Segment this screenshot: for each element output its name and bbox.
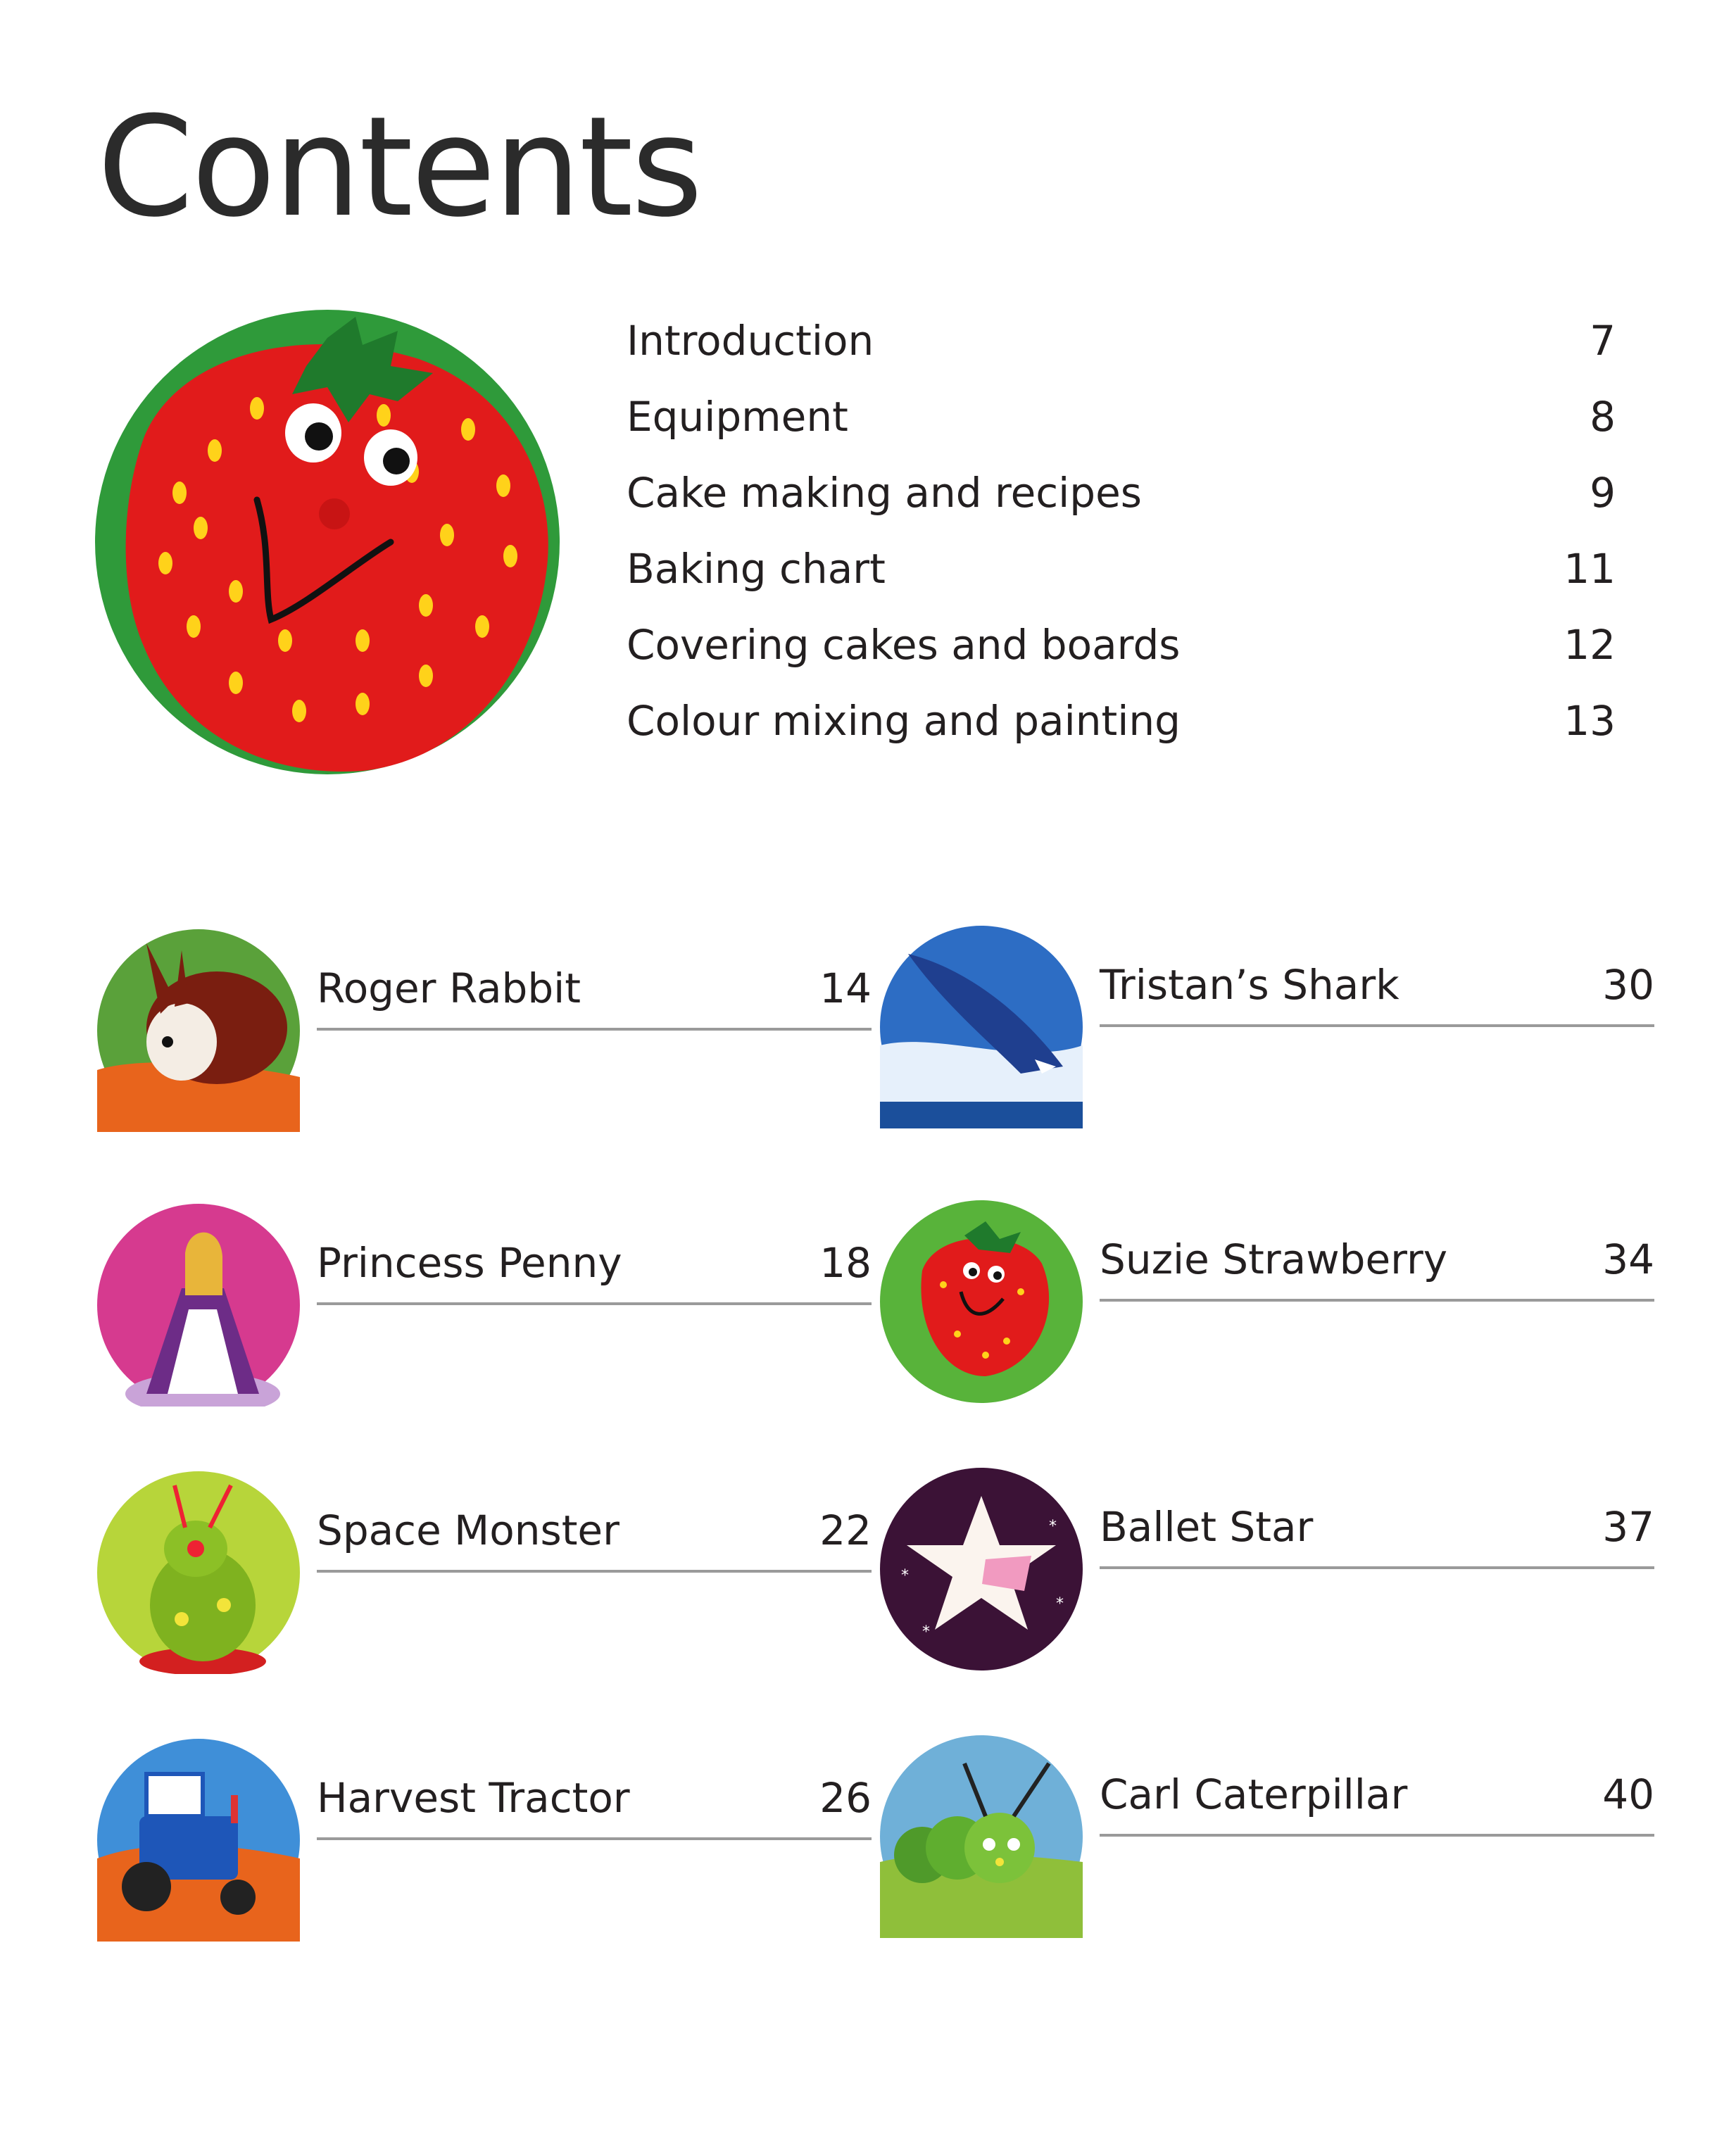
project-title: Roger Rabbit: [317, 964, 581, 1012]
project-page-number: 14: [819, 964, 872, 1012]
entry-divider: [1100, 1566, 1654, 1569]
entry-divider: [317, 1028, 872, 1031]
toc-page-number: 11: [1564, 545, 1616, 593]
project-page-number: 22: [819, 1506, 872, 1554]
tractor-cake-photo: [97, 1739, 300, 1942]
shark-cake-photo: [880, 926, 1083, 1128]
strawberry-cake-photo: [880, 1200, 1083, 1403]
toc-row-covering-cakes[interactable]: [627, 621, 1616, 697]
star-cake-photo: [880, 1468, 1083, 1670]
project-entry-ballet-star[interactable]: [880, 1468, 1654, 1672]
toc-page-number: 7: [1590, 317, 1616, 365]
project-entry-princess-penny[interactable]: [97, 1204, 872, 1408]
toc-row-cake-making[interactable]: [627, 469, 1616, 545]
page-title: Contents: [97, 87, 701, 248]
project-entry-carl-caterpillar[interactable]: [880, 1735, 1654, 1939]
project-page-number: 18: [819, 1239, 872, 1287]
project-entry-suzie-strawberry[interactable]: [880, 1200, 1654, 1404]
entry-divider: [317, 1837, 872, 1840]
toc-page-number: 12: [1564, 621, 1616, 669]
entry-divider: [317, 1302, 872, 1305]
toc-label: Baking chart: [627, 545, 886, 593]
toc-row-equipment[interactable]: [627, 393, 1616, 469]
project-entry-roger-rabbit[interactable]: [97, 929, 872, 1133]
toc-label: Equipment: [627, 393, 848, 441]
toc-row-baking-chart[interactable]: [627, 545, 1616, 621]
project-page-number: 40: [1602, 1770, 1654, 1818]
toc-label: Introduction: [627, 317, 874, 365]
rabbit-cake-photo: [97, 929, 300, 1132]
project-page-number: 26: [819, 1774, 872, 1822]
hero-strawberry-image: [95, 310, 560, 774]
toc-row-colour-mixing[interactable]: [627, 697, 1616, 773]
svg-text:*: *: [922, 1623, 930, 1641]
toc-label: Cake making and recipes: [627, 469, 1142, 517]
svg-text:*: *: [1056, 1595, 1064, 1613]
project-entry-harvest-tractor[interactable]: [97, 1739, 872, 1943]
project-entry-tristans-shark[interactable]: [880, 926, 1654, 1130]
toc-label: Covering cakes and boards: [627, 621, 1181, 669]
toc-page-number: 13: [1564, 697, 1616, 745]
project-title: Harvest Tractor: [317, 1774, 630, 1822]
entry-divider: [1100, 1024, 1654, 1027]
project-page-number: 30: [1602, 961, 1654, 1009]
toc-page-number: 9: [1590, 469, 1616, 517]
entry-divider: [317, 1570, 872, 1573]
monster-cake-photo: [97, 1471, 300, 1674]
project-page-number: 34: [1602, 1235, 1654, 1283]
toc-row-introduction[interactable]: [627, 317, 1616, 393]
toc-label: Colour mixing and painting: [627, 697, 1181, 745]
front-matter-list: [627, 317, 1616, 773]
project-title: Carl Caterpillar: [1100, 1770, 1408, 1818]
toc-page-number: 8: [1590, 393, 1616, 441]
project-page-number: 37: [1602, 1503, 1654, 1551]
project-title: Space Monster: [317, 1506, 619, 1554]
svg-text:*: *: [1049, 1518, 1057, 1535]
entry-divider: [1100, 1834, 1654, 1837]
project-title: Princess Penny: [317, 1239, 622, 1287]
project-title: Ballet Star: [1100, 1503, 1314, 1551]
princess-cake-photo: [97, 1204, 300, 1407]
project-entry-space-monster[interactable]: [97, 1471, 872, 1675]
svg-text:*: *: [901, 1567, 909, 1585]
project-title: Tristan’s Shark: [1100, 961, 1400, 1009]
entry-divider: [1100, 1299, 1654, 1302]
caterpillar-cake-photo: [880, 1735, 1083, 1938]
project-title: Suzie Strawberry: [1100, 1235, 1448, 1283]
